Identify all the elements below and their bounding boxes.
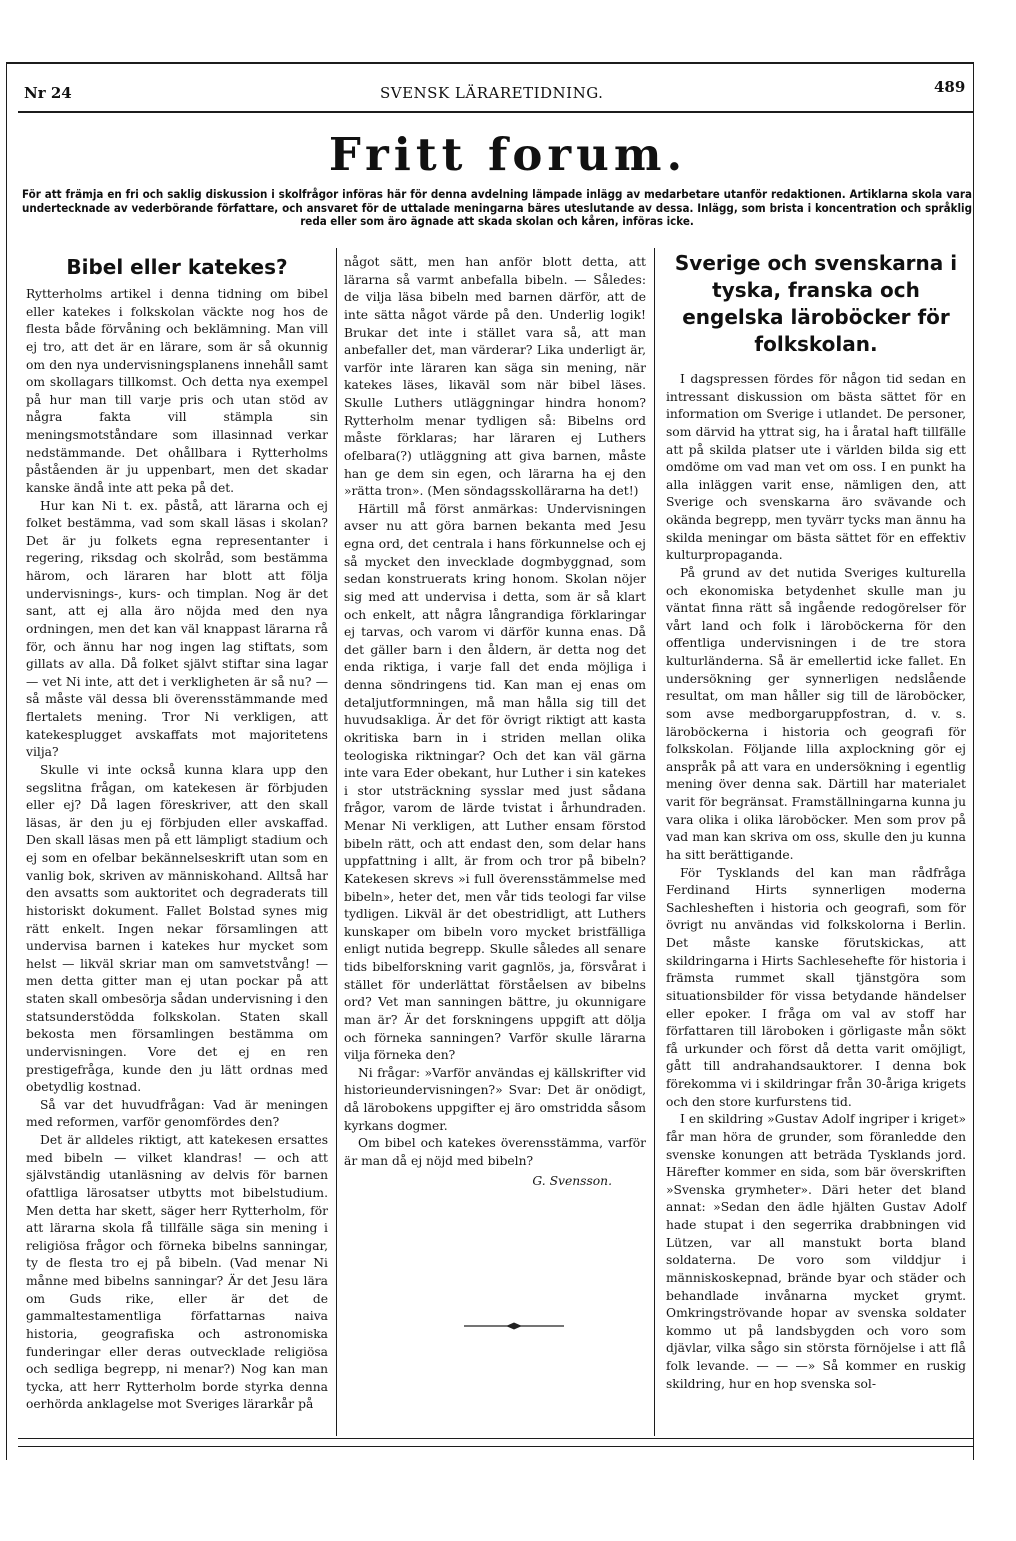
article-heading: Bibel eller katekes? xyxy=(66,255,288,279)
column-rule-2 xyxy=(654,248,655,1436)
end-ornament-icon xyxy=(464,1321,564,1331)
column-3 xyxy=(666,250,966,1393)
paragraph: Ni frågar: »Varför användas ej källskrifter vid historieundervisningen?» Svar: Det är onödigt, då lärobokens uppgifter ej äro omstridda såsom kyrkans dogmer. xyxy=(344,1065,646,1133)
paragraph: Härtill må först anmärkas: Undervisningen avser nu att göra barnen bekanta med Jesu egna ord, det centrala i hans förkunnelse och ej så mycket den invecklade dogmbyggnad, som sedan konstruerats kring honom. Skolan nöjer sig med att undervisa i detta, som är så klart och enkelt, att några långrandiga förklaringar ej tarvas, och varom vi därför kunna enas. Då det gäller barn i den åldern, är detta nog det enda riktiga, i varje fall det enda möjliga i denna söndringens tid. Kan man ej enas om detaljutformningen, må man hålla sig till det huvudsakliga. Är det för övrigt riktigt att kasta okritiska barn in i striden mellan olika teologiska riktningar? Och det kan väl gärna inte vara Eder obekant, hur Luther i sin katekes i stor utsträckning sysslar med just sådana frågor, varom de lärde tvistat i århundraden. Menar Ni verkligen, att Luther ensam förstod bibeln rätt, och att endast den, som delar hans uppfattning i allt, är from och tror på bibeln? Katekesen skrevs »i full överensstämmelse med bibeln», heter det, men vår tids teologi far vilse tydligen. Likväl är det obestridligt, att Luthers kunskaper om bibeln voro mycket bristfälliga enligt nutida begrepp. Skulle således all senare tids bibelforskning varit gagnlös, ja, försvårat i stället för underlättat förståelsen av bibelns ord? Vet man sanningen bättre, ju okunnigare man är? Är det forskningens uppgift att dölja och förneka sanningen? Varför skulle lärarna vilja förneka den? xyxy=(344,501,646,1063)
paragraph: Hur kan Ni t. ex. påstå, att lärarna och ej folket bestämma, vad som skall läsas i skolan? Det är ju folkets egna representanter i regering, riksdag och skolråd, som bestämma härom, och läraren har blott att följa undervisnings-, kurs- och timplan. Nog är det sant, att ej alla äro nöjda med den nya ordningen, men det kan väl knappast lärarna rå för, och ännu har nog ingen lag stiftats, som gillats av alla. Då folket självt stiftar sina lagar — vet Ni inte, att det i verkligheten är så nu? — så måste väl dessa bli överensstämmande med flertalets mening. Tror Ni verkligen, att katekesplugget avskaffats mot majoritetens vilja? xyxy=(26,498,328,760)
right-margin-rule xyxy=(973,62,974,1460)
column-2 xyxy=(344,254,646,1190)
section-intro: För att främja en fri och saklig diskussion i skolfrågor införas här för denna avdelning lämpade inlägg av medarbetare utanför redaktionen. Artiklarna skola vara undertecknade av vederbörande författare, och ansvaret för de uttalade meningarna bäres uteslutande av dessa. Inlägg, som brista i koncentration och språklig reda eller som äro ägnade att skada skolan och kåren, införas icke. xyxy=(22,187,972,228)
issue-number: Nr 24 xyxy=(24,84,72,102)
paragraph: något sätt, men han anför blott detta, att lärarna så varmt anbefalla bibeln. — Således: de vilja läsa bibeln med barnen därför, att de inte sätta något värde på den. Underlig logik! Brukar det inte i stället vara så, att man anbefaller det, man värderar? Lika underligt är, varför inte läraren kan säga sin mening, när katekes läses, likaväl som när bibel läses. Skulle Luthers utläggningar hindra honom? Rytterholm menar tydligen så: Bibelns ord måste förklaras; har läraren ej Luthers ofelbara(?) utläggning att giva barnen, måste han ge dem sin egen, och lärarna ha ej den »rätta tron». (Men söndagsskollärarna ha det!) xyxy=(344,255,646,499)
paragraph: Rytterholms artikel i denna tidning om bibel eller katekes i folkskolan väckte nog hos de flesta både förvåning och beklämning. Man vill ej tro, att det är en lärare, som är så okunnig om den nya undervisningsplanens innehåll samt om skollagars tillkomst. Och detta nya exempel på hur man till varje pris och utan stöd av några fakta vill stämpla sin meningsmotståndare som illasinnad verkar nedstämmande. Det ohållbara i Rytterholms påståenden är ju uppenbart, men det skadar kanske ändå inte att peka på det. xyxy=(26,287,328,495)
left-margin-rule xyxy=(6,62,7,1460)
paragraph: Så var det huvudfrågan: Vad är meningen med reformen, varför genomfördes den? xyxy=(26,1097,328,1130)
paragraph: I en skildring »Gustav Adolf ingriper i kriget» får man höra de grunder, som föranledde den svenske konungen att beträda Tysklands jord. Härefter kommer en sida, som bär överskriften »Svenska grymheter». Däri heter det bland annat: »Sedan den ädle hjälten Gustav Adolf hade stupat i den segerrika drabbningen vid Lützen, var all manstukt borta bland soldaterna. De voro som vilddjur i människoskepnad, brände byar och städer och behandlade invånarna mycket grymt. Omkringströvande hopar av svenska soldater kommo ut på landsbygden och voro som djävlar, vilka sågo sin största förnöjelse i att flå folk levande. — — —» Så kommer en ruskig skildring, hur en hop svenska sol- xyxy=(666,1112,966,1391)
top-border xyxy=(6,62,974,64)
column-1 xyxy=(26,254,328,1414)
bottom-rule-2 xyxy=(18,1446,974,1447)
column-rule-1 xyxy=(336,248,337,1436)
paragraph: För Tysklands del kan man rådfråga Ferdinand Hirts synnerligen moderna Sachlesheften i historia och geografi, som för övrigt nu användas vid folkskolorna i Berlin. Det måste kanske förutskickas, att skildringarna i Hirts Sachlesehefte för historia i främsta rummet skall tjänstgöra som situationsbilder för vissa betydande händelser eller epoker. I fråga om val av stoff har författaren till läroboken i görligaste mån sökt få urkunder och först då detta varit omöjligt, gått till andrahandsauktorer. I denna bok förekomma vi i skildringar från 30-åriga krigets och den store kurfurstens tid. xyxy=(666,865,966,1109)
header-rule xyxy=(18,111,974,113)
paragraph: På grund av det nutida Sveriges kulturella och ekonomiska betydenhet skulle man ju väntat finna rätt så ingående redogörelser för vårt land och folk i läroböckerna för den offentliga undervisningen i de tre stora kulturländerna. Så är emellertid icke fallet. En undersökning ger synnerligen nedslående resultat, om man håller sig till de läroböcker, som avse medborgaruppfostran, d. v. s. läroböckerna i historia och geografi för folkskolan. Följande lilla axplockning gör ej anspråk på att vara en undersökning i egentlig mening över denna sak. Därtill har materialet varit för begränsat. Framställningarna kunna ju vara olika i olika läroböcker. Men som prov på vad man kan skriva om oss, skulle den ju kunna ha sitt berättigande. xyxy=(666,565,966,862)
author-signature: G. Svensson. xyxy=(532,1173,612,1188)
section-title: Fritt forum. xyxy=(328,128,688,181)
page-number: 489 xyxy=(934,78,966,96)
paragraph: I dagspressen fördes för någon tid sedan en intressant diskussion om bästa sättet för en information om Sverige i utlandet. De personer, som därvid ha yttrat sig, ha i åratal haft tillfälle att på skilda platser ute i världen bilda sig ett omdöme om vad man vet om oss. I en punkt ha alla inläggen varit ense, nämligen den, att Sverige och svenskarna äro svävande och okända begrepp, men tyvärr tycks man ännu ha skilda meningar om bästa sättet för en effektiv kulturpropaganda. xyxy=(666,372,966,563)
paragraph: Det är alldeles riktigt, att katekesen ersattes med bibeln — vilket klandras! — och att självständig utanläsning av delvis för barnen ofattliga lärosatser utbytts mot bibelstudium. Men detta har skett, säger herr Rytterholm, för att lärarna skola få tillfälle säga sin mening i religiösa frågor och förneka bibelns sanningar, ty de flesta tro ej på bibeln. (Vad menar Ni månne med bibelns sanningar? Är det Jesu lära om Guds rike, eller är det de gammaltestamentliga författarnas naiva historia, geografiska och astronomiska funderingar eller deras outvecklade religiösa och sedliga begrepp, ni menar?) Nog kan man tycka, att herr Rytterholm borde styrka denna oerhörda anklagelse mot Sveriges lärarkår på xyxy=(26,1133,328,1412)
masthead: SVENSK LÄRARETIDNING. xyxy=(380,84,604,102)
article-heading: Sverige och svenskarna i tyska, franska och engelska läroböcker för folkskolan. xyxy=(674,251,958,356)
bottom-rule xyxy=(18,1438,974,1439)
paragraph: Om bibel och katekes överensstämma, varför är man då ej nöjd med bibeln? xyxy=(344,1136,646,1168)
paragraph: Skulle vi inte också kunna klara upp den segslitna frågan, om katekesen är förbjuden eller ej? Då lagen föreskriver, att den skall läsas, är den ju ej förbjuden eller avskaffad. Den skall läsas men på ett lämpligt stadium och ej som en ofelbar bekännelseskrift utan som en vanlig bok, skriven av människohand. Alltså har den avsatts som auktoritet och degraderats till historiskt dokument. Fallet Bolstad synes mig rätt enkelt. Ingen nekar församlingen att undervisa barnen i katekes hur mycket som helst — likväl skriar man om samvetstvång! — men detta gitter man ej utan pockar på att staten skall ombesörja sådan undervisning i den statsunderstödda folkskolan. Staten skall bekosta men församlingen bestämma om undervisningen. Vore det ej en ren prestigefråga, kunde den ju lätt ordnas med obetydlig kostnad. xyxy=(26,762,328,1095)
